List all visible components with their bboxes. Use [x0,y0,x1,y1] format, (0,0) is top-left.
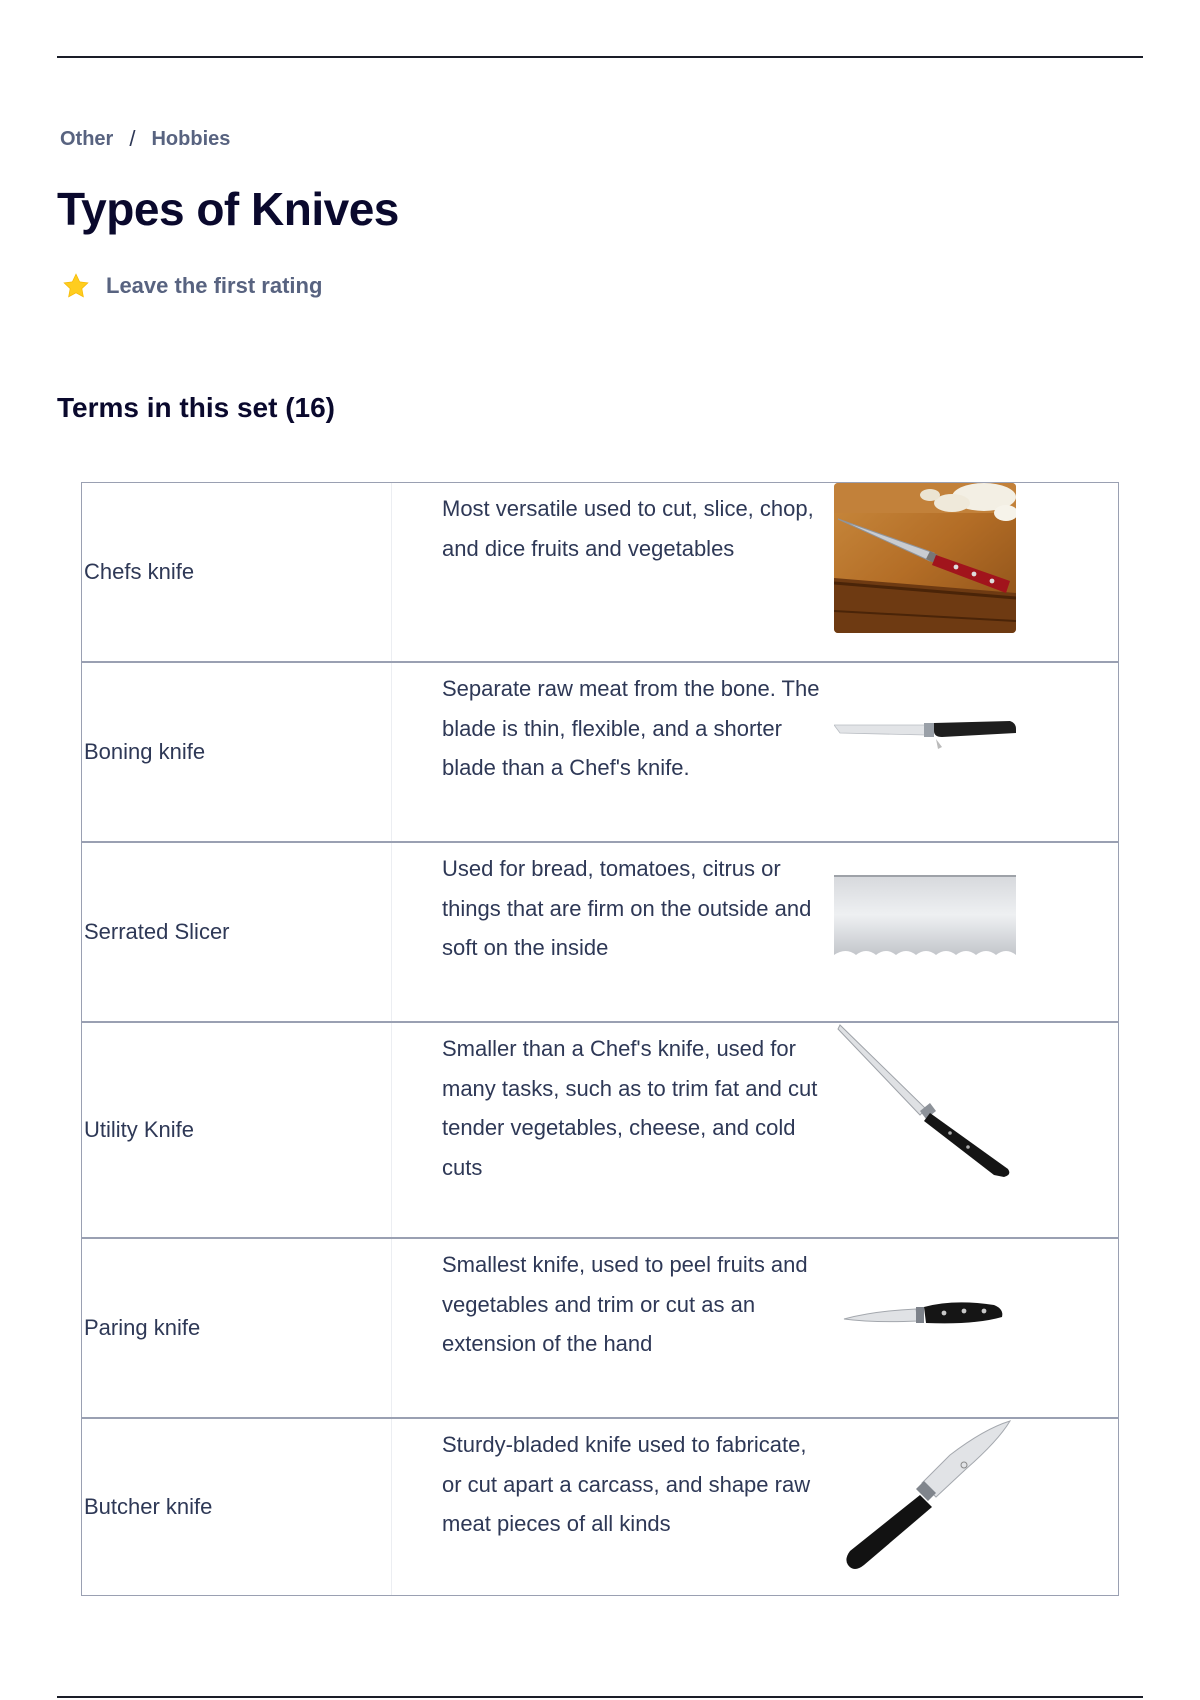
rating-label: Leave the first rating [106,273,323,298]
serrated-blade-image[interactable] [834,843,1016,993]
top-divider [57,56,1143,58]
terms-table [81,482,1119,1596]
boning-knife-image[interactable] [834,663,1016,813]
image-cell [832,843,1118,1021]
breadcrumb-item-other[interactable]: Other [60,127,114,150]
definition-cell: Used for bread, tomatoes, citrus or things that are firm on the outside and soft on the inside [442,856,812,960]
term-row [82,841,1118,1021]
star-icon [62,272,90,300]
term-cell: Chefs knife [82,483,392,661]
breadcrumb-item-hobbies[interactable]: Hobbies [151,127,231,150]
rating-link[interactable] [62,272,322,300]
definition-cell: Most versatile used to cut, slice, chop, and dice fruits and vegetables [442,496,814,561]
utility-knife-image[interactable] [834,1023,1016,1179]
term-row [82,483,1118,661]
term-cell: Boning knife [82,663,392,841]
bottom-divider [57,1696,1143,1698]
breadcrumb-separator: / [129,126,136,151]
paring-knife-image[interactable] [834,1239,1016,1389]
terms-heading: Terms in this set (16) [57,392,336,423]
term-row [82,1021,1118,1237]
term-cell: Utility Knife [82,1023,392,1237]
term-cell: Butcher knife [82,1419,392,1595]
term-cell: Paring knife [82,1239,392,1417]
definition-cell: Sturdy-bladed knife used to fabricate, or cut apart a carcass, and shape raw meat pieces of all kinds [442,1432,811,1536]
term-row [82,1237,1118,1417]
image-cell [832,483,1118,661]
definition-cell: Separate raw meat from the bone. The blade is thin, flexible, and a shorter blade than a Chef's knife. [442,676,820,780]
page-title: Types of Knives [57,183,399,235]
term-row [82,1417,1118,1595]
image-cell [832,1239,1118,1417]
butcher-knife-image[interactable] [834,1419,1016,1575]
definition-cell: Smaller than a Chef's knife, used for many tasks, such as to trim fat and cut tender vegetables, cheese, and cold cuts [442,1036,818,1180]
term-cell: Serrated Slicer [82,843,392,1021]
image-cell [832,663,1118,841]
image-cell [832,1419,1118,1595]
term-row [82,661,1118,841]
breadcrumb [60,126,230,152]
chefs-knife-image[interactable] [834,483,1016,633]
image-cell [832,1023,1118,1237]
definition-cell: Smallest knife, used to peel fruits and vegetables and trim or cut as an extension of the hand [442,1252,808,1356]
